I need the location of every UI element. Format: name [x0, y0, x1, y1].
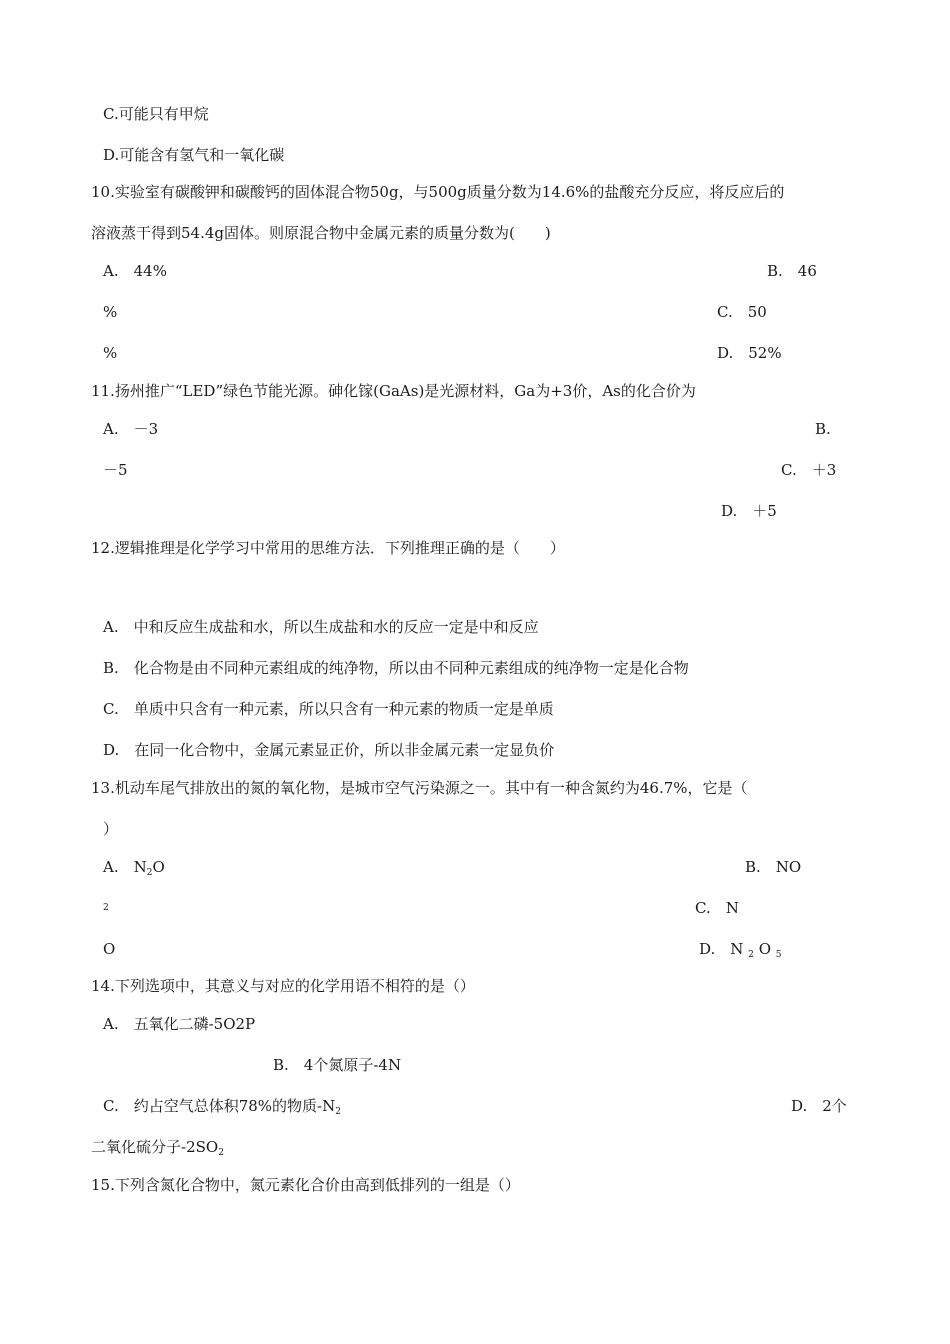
- q10-option-d: D. 52%: [717, 344, 782, 362]
- q14-option-c-subscript: 2: [335, 1107, 341, 1117]
- q13-option-a: [103, 857, 165, 883]
- q11-option-d: D. ＋5: [721, 502, 777, 520]
- q10-option-c-unit: %: [103, 344, 118, 362]
- q10-stem-line2: 溶液蒸干得到54.4g固体。则原混合物中金属元素的质量分数为( ): [91, 224, 551, 242]
- q14-option-a: A. 五氧化二磷-5O2P: [103, 1015, 256, 1033]
- q10-option-b: B. 46: [767, 262, 817, 280]
- q11-option-b: B.: [815, 420, 831, 438]
- q13-option-c: C. N: [695, 899, 739, 917]
- q14-stem: 14.下列选项中，其意义与对应的化学用语不相符的是（）: [91, 977, 475, 995]
- q13-option-d: [699, 939, 782, 965]
- q10-stem-line1: 10.实验室有碳酸钾和碳酸钙的固体混合物50g，与500g质量分数为14.6%的盐酸充分反应，将反应后的: [91, 183, 785, 201]
- q14-option-d-text: 二氧化硫分子-2SO: [91, 1138, 219, 1156]
- q11-option-a: A. －3: [103, 420, 159, 438]
- q13-option-a-label: A. N: [103, 858, 147, 876]
- q11-stem: 11.扬州推广“LED”绿色节能光源。砷化镓(GaAs)是光源材料，Ga为+3价，As的化合价为: [91, 382, 696, 400]
- q13-option-b-subscript: 2: [103, 903, 109, 913]
- q13-option-b: B. NO: [745, 858, 802, 876]
- q13-option-d-subscript-1: 2: [748, 950, 754, 960]
- q10-option-a: A. 44%: [103, 262, 167, 280]
- q12-option-b: B. 化合物是由不同种元素组成的纯净物，所以由不同种元素组成的纯净物一定是化合物: [103, 659, 689, 677]
- q9-option-c: C.可能只有甲烷: [103, 105, 209, 123]
- q10-option-b-unit: %: [103, 303, 118, 321]
- q13-option-a-tail: O: [152, 858, 165, 876]
- q13-option-a-subscript: 2: [146, 868, 153, 878]
- q12-option-a: A. 中和反应生成盐和水，所以生成盐和水的反应一定是中和反应: [103, 618, 539, 636]
- q14-option-c: [103, 1096, 341, 1122]
- q11-option-b-value: －5: [103, 461, 128, 479]
- q13-option-c-tail: O: [103, 940, 116, 958]
- q12-option-d: D. 在同一化合物中，金属元素显正价，所以非金属元素一定显负价: [103, 741, 555, 759]
- q12-stem: 12.逻辑推理是化学学习中常用的思维方法．下列推理正确的是（ ）: [91, 539, 565, 557]
- q11-option-c: C. ＋3: [781, 461, 837, 479]
- q13-option-d-label: D. N: [699, 940, 744, 958]
- q12-option-c: C. 单质中只含有一种元素，所以只含有一种元素的物质一定是单质: [103, 700, 554, 718]
- q10-option-c: C. 50: [717, 303, 767, 321]
- q14-option-c-text: C. 约占空气总体积78%的物质-N: [103, 1097, 336, 1115]
- q13-stem-line2: ）: [103, 820, 119, 838]
- q15-stem: 15.下列含氮化合物中，氮元素化合价由高到低排列的一组是（）: [91, 1176, 520, 1194]
- q9-option-d: D.可能含有氢气和一氧化碳: [103, 146, 285, 164]
- q13-option-d-mid: O: [758, 940, 771, 958]
- q13-stem-line1: 13.机动车尾气排放出的氮的氧化物，是城市空气污染源之一。其中有一种含氮约为46.7%，它是（: [91, 779, 748, 797]
- q14-option-d-continued: [91, 1137, 224, 1163]
- q14-option-b: B. 4个氮原子-4N: [273, 1056, 402, 1074]
- q14-option-d-subscript: 2: [218, 1148, 224, 1158]
- q14-option-d: D. 2个: [791, 1097, 847, 1115]
- q13-option-d-subscript-2: 5: [775, 950, 782, 960]
